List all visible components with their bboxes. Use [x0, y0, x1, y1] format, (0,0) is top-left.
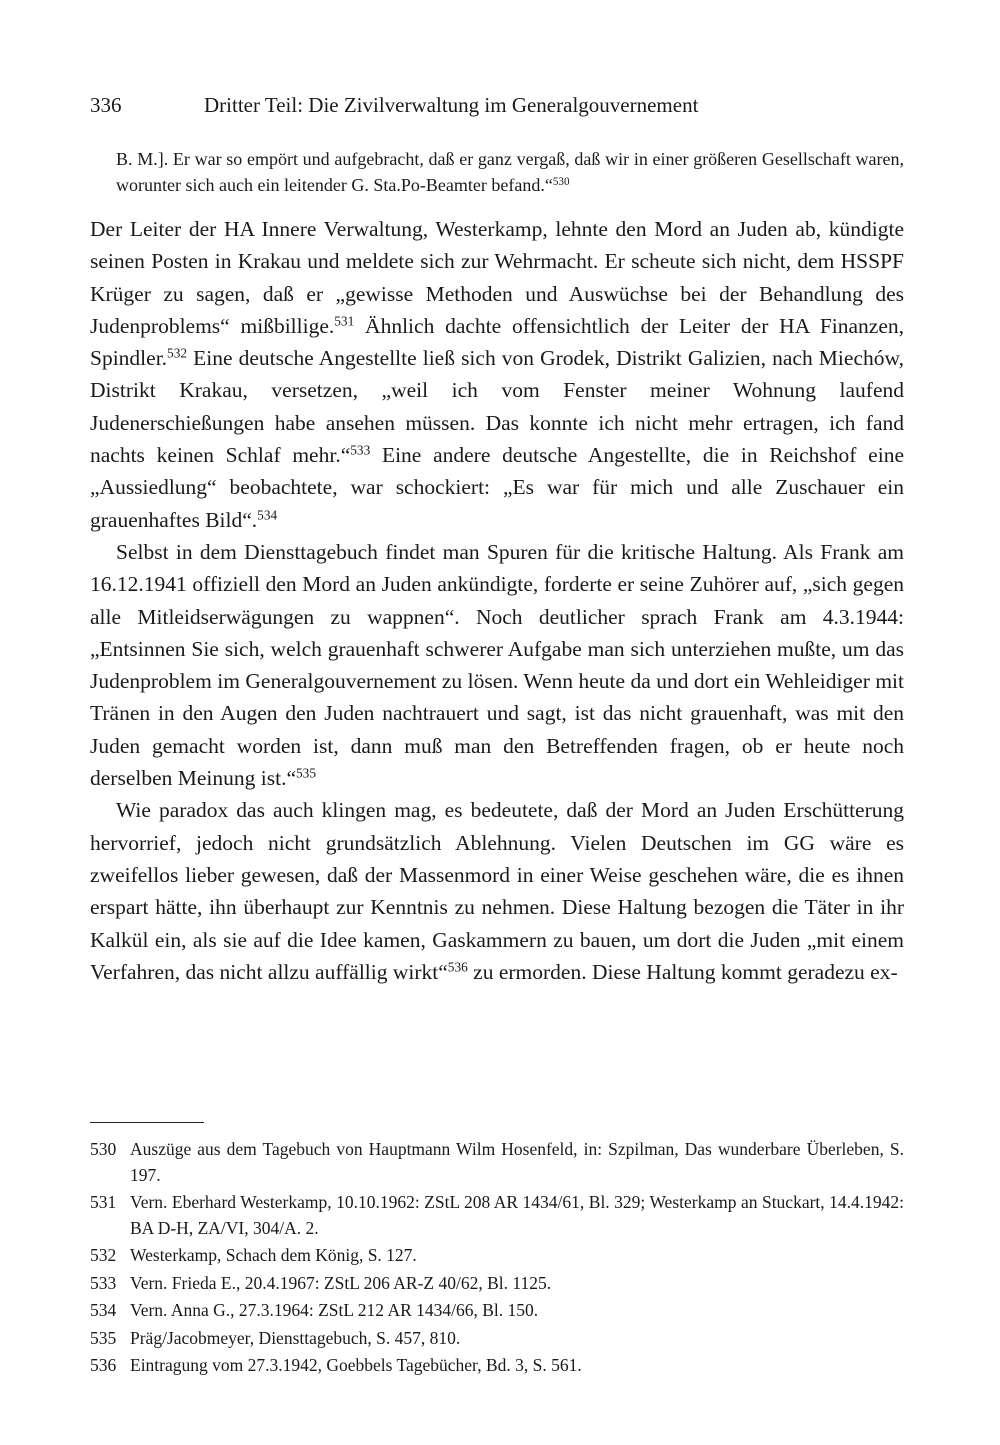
footnote-ref[interactable]: 530: [552, 175, 570, 188]
footnote-ref[interactable]: 535: [296, 765, 316, 781]
paragraph: [90, 213, 904, 536]
text-run: Eine deutsche Angestellte ließ sich von Grodek, Distrikt Galizien, nach Miechów, Distrikt Krakau, versetzen, „weil ich vom Fenster meiner Wohnung laufend Judenerschießungen habe ansehen müssen. Das konnte ich nicht mehr ertragen, ich fand nachts keinen Schlaf mehr.“: [90, 346, 904, 468]
footnote: [90, 1298, 904, 1324]
footnote-number: 536: [90, 1355, 117, 1375]
footnote-number: 534: [90, 1300, 117, 1320]
footnote-text: Vern. Eberhard Westerkamp, 10.10.1962: ZStL 208 AR 1434/61, Bl. 329; Westerkamp an Stuckart, 14.4.1942: BA D-H, ZA/VI, 304/A. 2.: [130, 1192, 904, 1238]
footnote: [90, 1326, 904, 1352]
text-run: Der Leiter der HA Innere Verwaltung, Westerkamp, lehnte den Mord an Juden ab, kündigte seinen Posten in Krakau und meldete sich zur Wehrmacht. Er scheute sich nicht, dem HSSPF Krüger zu sagen, daß er „gewisse Methoden und Auswüchse bei der Behandlung des Judenproblems“ mißbillige.: [90, 217, 904, 338]
text-run: zu ermorden. Diese Haltung kommt geradezu ex-: [467, 959, 898, 984]
footnote: [90, 1190, 904, 1241]
footnote-text: Vern. Frieda E., 20.4.1967: ZStL 206 AR-Z 40/62, Bl. 1125.: [130, 1272, 552, 1293]
paragraph: [90, 794, 904, 988]
paragraph: [90, 536, 904, 794]
footnote-ref[interactable]: 536: [447, 959, 468, 975]
footnote-number: 531: [90, 1192, 117, 1212]
footnote-text: Eintragung vom 27.3.1942, Goebbels Tagebücher, Bd. 3, S. 561.: [130, 1355, 582, 1375]
text-run: Selbst in dem Diensttagebuch findet man Spuren für die kritische Haltung. Als Frank am 16.12.1941 offiziell den Mord an Juden ankündigte, forderte er seine Zuhörer auf, „sich gegen alle Mitleidserwägungen zu wappnen“. Noch deutlicher sprach Frank am 4.3.1944: „Entsinnen Sie sich, welch grauenhaft schwerer Aufgabe man sich unterziehen mußte, um das Judenproblem im Generalgouvernement zu lösen. Wenn heute da und dort ein Wehleidiger mit Tränen in den Augen den Juden nachtrauert und sagt, ist das nicht grauenhaft, was mit den Juden gemacht worden ist, dann muß man den Betreffenden fragen, ob er heute noch derselben Meinung ist.“: [90, 539, 904, 791]
footnote-text: Präg/Jacobmeyer, Diensttagebuch, S. 457, 810.: [130, 1327, 461, 1348]
footnote-number: 535: [90, 1327, 117, 1348]
block-quote: [116, 146, 904, 198]
footnote-number: 533: [90, 1272, 117, 1293]
footnote-separator: [90, 1122, 204, 1123]
footnote: [90, 1271, 904, 1297]
footnote-text: Westerkamp, Schach dem König, S. 127.: [130, 1245, 417, 1265]
footnote-ref[interactable]: 533: [350, 442, 371, 458]
footnotes: [90, 1137, 904, 1381]
running-title: Dritter Teil: Die Zivilverwaltung im Generalgouvernement: [204, 93, 699, 117]
footnote-number: 532: [90, 1245, 117, 1265]
page-number: 336: [90, 93, 122, 117]
body-text: [90, 213, 904, 988]
footnote: [90, 1353, 904, 1379]
footnote-ref[interactable]: 532: [167, 345, 188, 361]
footnote: [90, 1137, 904, 1188]
footnote-ref[interactable]: 531: [334, 313, 355, 329]
text-run: Eine andere deutsche Angestellte, die in Reichshof eine „Aussiedlung“ beobachtete, war schockiert: „Es war für mich und alle Zuschauer ein grauenhaftes Bild“.: [90, 443, 904, 532]
footnote-text: Vern. Anna G., 27.3.1964: ZStL 212 AR 1434/66, Bl. 150.: [130, 1300, 539, 1320]
footnote-number: 530: [90, 1139, 117, 1159]
footnote: [90, 1243, 904, 1269]
text-run: Wie paradox das auch klingen mag, es bedeutete, daß der Mord an Juden Erschütterung hervorrief, jedoch nicht grundsätzlich Ablehnung. Vielen Deutschen im GG wäre es zweifellos lieber gewesen, daß der Massenmord in einer Weise geschehen wäre, die es ihnen erspart hätte, ihn überhaupt zur Kenntnis zu nehmen. Diese Haltung bezogen die Täter in ihr Kalkül ein, als sie auf die Idee kamen, Gaskammern zu bauen, um dort die Juden „mit einem Verfahren, das nicht allzu auffällig wirkt“: [90, 798, 904, 984]
quote-text: B. M.]. Er war so empört und aufgebracht, daß er ganz vergaß, daß wir in einer größeren Gesellschaft waren, worunter sich auch ein leitender G. Sta.Po-Beamter befand.“: [116, 149, 904, 195]
footnote-ref[interactable]: 534: [257, 507, 278, 523]
footnote-text: Auszüge aus dem Tagebuch von Hauptmann Wilm Hosenfeld, in: Szpilman, Das wunderbare Überleben, S. 197.: [130, 1139, 904, 1185]
text-run: Ähnlich dachte offensichtlich der Leiter der HA Finanzen, Spindler.: [90, 313, 904, 371]
running-header: [90, 88, 910, 122]
